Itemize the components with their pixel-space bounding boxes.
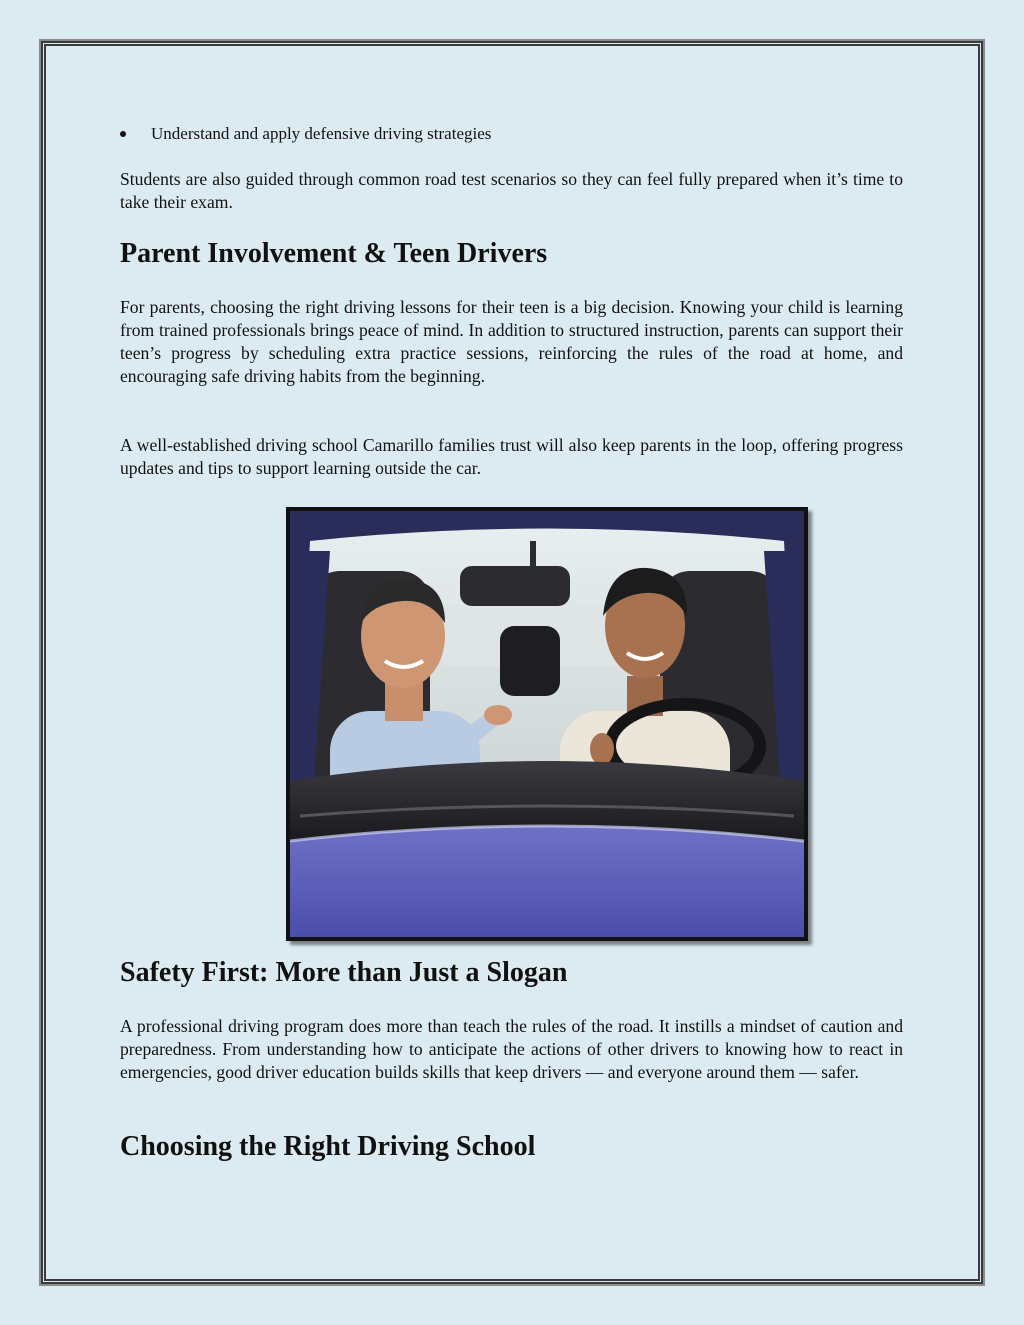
heading-parent-involvement-text: Parent Involvement & Teen Drivers [120,238,548,269]
heading-choosing-school-text: Choosing the Right Driving School [120,1131,536,1162]
heading-safety-first [120,956,903,990]
heading-choosing-school [120,1130,903,1164]
bullet-dot-icon [120,131,126,137]
bullet-text: Understand and apply defensive driving strategies [151,124,492,143]
car-interior-illustration [290,511,804,937]
paragraph-road-test-text: Students are also guided through common road test scenarios so they can feel fully prepared when it’s time to take their exam. [120,169,903,212]
paragraph-safety-text: A professional driving program does more than teach the rules of the road. It instills a mindset of caution and preparedness. From understanding how to anticipate the actions of other drivers to knowing how to react in emergencies, good driver education builds skills that keep drivers — and everyone around them — safer. [120,1016,903,1082]
paragraph-parents [120,296,903,388]
heading-safety-first-text: Safety First: More than Just a Slogan [120,957,568,988]
paragraph-road-test [120,168,903,214]
paragraph-parents-text: For parents, choosing the right driving lessons for their teen is a big decision. Knowing your child is learning from trained professionals brings peace of mind. In addition to structured instruction, parents can support their teen’s progress by scheduling extra practice sessions, reinforcing the rules of the road at home, and encouraging safe driving habits from the beginning. [120,297,903,386]
paragraph-school-text: A well-established driving school Camarillo families trust will also keep parents in the loop, offering progress updates and tips to support learning outside the car. [120,435,903,478]
heading-parent-involvement [120,237,903,271]
driving-lesson-photo [286,507,808,941]
paragraph-safety [120,1015,903,1084]
paragraph-school [120,434,903,480]
